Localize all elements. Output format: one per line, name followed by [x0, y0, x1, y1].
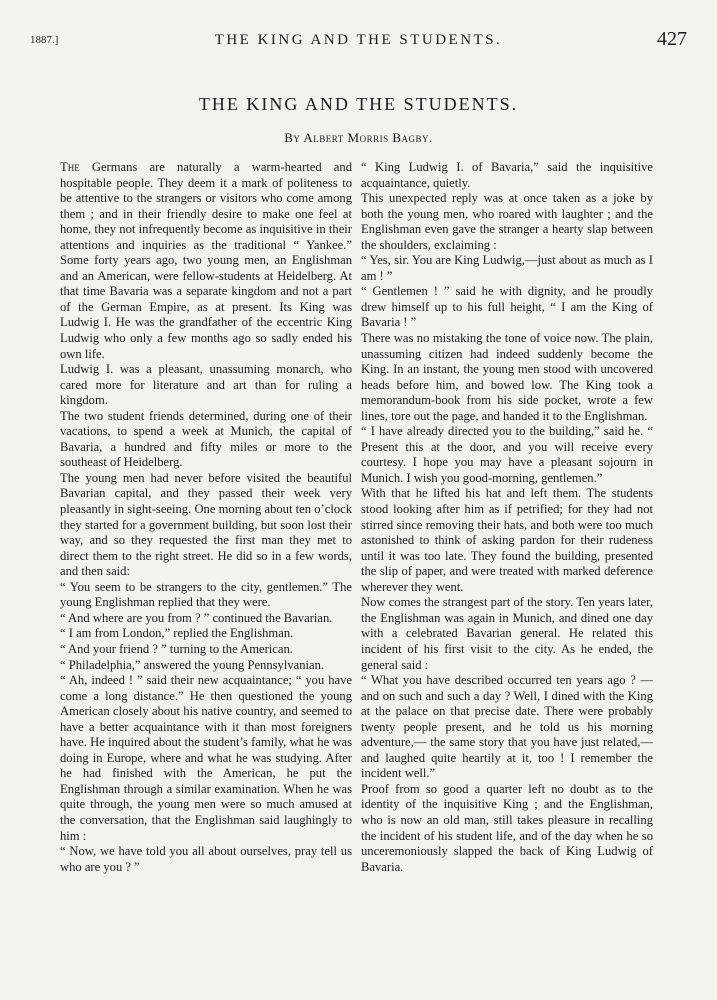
right-column: [361, 160, 653, 875]
paragraph: “ And your friend ? ” turning to the American.: [60, 641, 293, 656]
paragraph: “ I have already directed you to the building,” said he. “ Present this at the door, and you will receive every courtesy. I hope you may have a pleasant sojourn in Munich. I wish you good-morning, gentlemen.”: [361, 424, 653, 485]
paragraph: This unexpected reply was at once taken as a joke by both the young men, who roared with laughter ; and the Englishman even gave the stranger a hearty slap between the shoulders, exclaiming :: [361, 191, 653, 252]
article-title: THE KING AND THE STUDENTS.: [198, 94, 519, 114]
running-header: [30, 30, 687, 54]
header-title: THE KING AND THE STUDENTS.: [214, 32, 503, 48]
paragraph: “ Philadelphia,” answered the young Pennsylvanian.: [60, 657, 325, 672]
paragraph: “ Yes, sir. You are King Ludwig,—just about as much as I am ! ”: [361, 253, 653, 283]
paragraph: The young men had never before visited the beautiful Bavarian capital, and they passed their week very pleasantly in sight-seeing. One morning about ten o’clock they started for a government building, but soon lost their way, and so they requested the first man they met to direct them to the right street. He did so in a few words, and then said:: [60, 470, 352, 579]
paragraph: “ Now, we have told you all about ourselves, pray tell us who are you ? ”: [60, 844, 352, 874]
byline: By Albert Morris Bagby.: [284, 130, 433, 145]
lead-word: The: [60, 160, 80, 174]
paragraph: Proof from so good a quarter left no doubt as to the identity of the inquisitive King ; and the Englishman, who is now an old man, still takes pleasure in recalling the incident of his student life, and of the day when he so unceremoniously slapped the back of King Ludwig of Bavaria.: [361, 781, 653, 874]
paragraph: “ And where are you from ? ” continued the Bavarian.: [60, 610, 333, 625]
paragraph: Ludwig I. was a pleasant, unassuming monarch, who cared more for literature and art than for ruling a kingdom.: [60, 362, 352, 408]
paragraph: “ Gentlemen ! ” said he with dignity, and he proudly drew himself up to his full height, “ I am the King of Bavaria ! ”: [361, 284, 653, 330]
paragraph: Now comes the strangest part of the story. Ten years later, the Englishman was again in Munich, and dined one day with a celebrated Bavarian general. He related this incident of his first visit to the city. As he ended, the general said :: [361, 595, 653, 672]
paragraph: With that he lifted his hat and left them. The students stood looking after him as if petrified; for they had not stirred since removing their hats, and both were too much astonished to think of asking pardon for their rudeness until it was too late. They found the building, presented the slip of paper, and were treated with marked deference wherever they went.: [361, 486, 653, 594]
header-year: 1887.]: [30, 34, 59, 46]
page-number: 427: [657, 28, 687, 50]
paragraph: “ Ah, indeed ! ” said their new acquaintance; “ you have come a long distance.” He then questioned the young American closely about his native country, and seemed to have a better acquaintance with it than most foreigners have. He inquired about the student’s family, what he was doing in Europe, where and what he was studying. After he had finished with the American, he put the Englishman through a similar examination. When he was quite through, the young men were so much amused at the conversation, that the Englishman said laughingly to him :: [60, 673, 352, 843]
paragraph: The two student friends determined, during one of their vacations, to spend a week at Munich, the capital of Bavaria, a hundred and fifty miles or more to the southeast of Heidelberg.: [60, 408, 352, 470]
paragraph: “ You seem to be strangers to the city, gentlemen.” The young Englishman replied that they were.: [60, 579, 352, 610]
paragraph: The Germans are naturally a warm-hearted and hospitable people. They deem it a mark of politeness to be attentive to the strangers or visitors who come among them ; and in their friendly desire to make one feel at home, they not infrequently become as inquisitive in their attentions and inquiries as the traditional “ Yankee.” Some forty years ago, two young men, an Englishman and an American, were fellow-students at Heidelberg. At that time Bavaria was a separate kingdom and not a part of the German Empire, as at present. Its King was Ludwig I. He was the grandfather of the eccentric King Ludwig who only a few months ago so sadly ended his own life.: [60, 160, 352, 361]
left-column: [60, 160, 352, 875]
paragraph: “ I am from London,” replied the Englishman.: [60, 626, 294, 641]
paragraph: “ What you have described occurred ten years ago ? — and on such and such a day ? Well, I dined with the King at the palace on that precise date. There were probably twenty people present, and he told us his morning adventure,— the same story that you have just related,—and laughed quite heartily at it, too ! I remember the incident well.”: [361, 673, 653, 781]
paragraph: “ King Ludwig I. of Bavaria,” said the inquisitive acquaintance, quietly.: [361, 160, 653, 190]
paragraph: There was no mistaking the tone of voice now. The plain, unassuming citizen had indeed suddenly become the King. In an instant, the young men stood with uncovered heads before him, and bowed low. The King took a memorandum-book from his side pocket, wrote a few lines, tore out the page, and handed it to the Englishman.: [361, 331, 653, 423]
